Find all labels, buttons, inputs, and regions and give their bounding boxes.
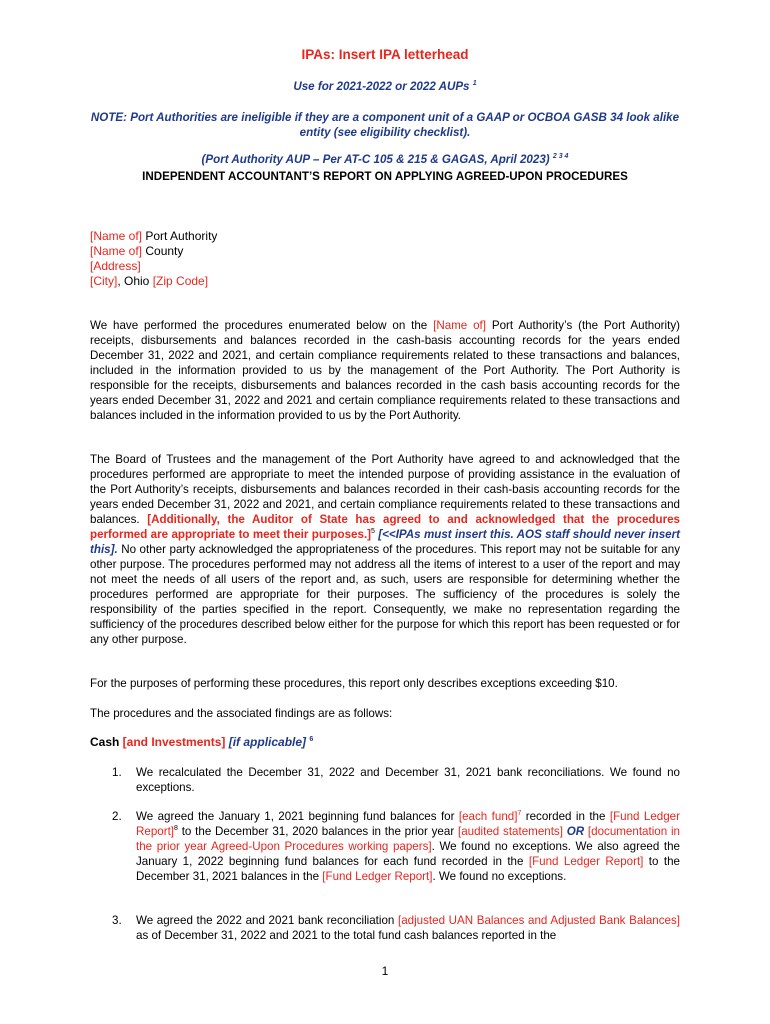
- page-number: 1: [381, 964, 389, 978]
- placeholder: [Name of]: [433, 319, 486, 332]
- address-line-3: [90, 259, 217, 274]
- text-run: We agreed the January 1, 2021 beginning fund balances for: [136, 810, 459, 823]
- or-connector: OR: [562, 825, 585, 838]
- aup-reference-line: [0, 153, 770, 166]
- addressee-block: [90, 229, 217, 289]
- text-run: recorded in the: [521, 810, 610, 823]
- item-number: 2.: [112, 810, 122, 823]
- item-number: 3.: [112, 914, 122, 927]
- placeholder: [documentation in the prior year Agreed-Upon Procedures working papers]: [136, 825, 680, 853]
- address-text: , Ohio: [117, 274, 153, 288]
- section-heading-cash: [90, 735, 313, 749]
- item-number: 1.: [112, 766, 122, 779]
- text-run: to the December 31, 2021 balances in the: [136, 855, 680, 883]
- paragraph-agreement: [90, 452, 680, 647]
- text-run: . We found no exceptions.: [432, 870, 567, 883]
- placeholder: [audited statements]: [457, 825, 563, 838]
- aup-reference-text: (Port Authority AUP – Per AT-C 105 & 215 & GAGAS, April 2023): [201, 153, 550, 166]
- placeholder: [each fund]: [458, 810, 518, 823]
- text-run: to the December 31, 2020 balances in the prior year: [177, 825, 458, 838]
- placeholder: [Fund Ledger Report]: [136, 810, 680, 838]
- text-run: We have performed the procedures enumerated below on the: [90, 319, 434, 332]
- footnote-ref: 5: [371, 528, 375, 536]
- address-line-1: [90, 229, 217, 244]
- text-run: No other party acknowledged the appropriateness of the procedures. This report may not be suitable for any other purpose. The procedures performed may not address all the items of interest to a user of the report and may not meet the needs of all users of the report and, as such, users are responsible for determining whether the procedures performed are appropriate for their purposes. The sufficiency of the procedures is solely the responsibility of the parties specified in the report. Consequently, we make no representation regarding the sufficiency of the procedures described below either for the purpose for which this report has been requested or for any other purpose.: [90, 543, 680, 646]
- conditional-note: [if applicable]: [225, 735, 307, 749]
- letterhead-placeholder: IPAs: Insert IPA letterhead: [301, 47, 469, 62]
- use-for-text: Use for 2021-2022 or 2022 AUPs: [293, 80, 470, 93]
- text-run: We agreed the 2022 and 2021 bank reconciliation: [136, 914, 398, 927]
- text-run: The Board of Trustees and the management of the Port Authority have agreed to and acknowledged that the procedures performed are appropriate to meet the intended purpose of providing assistance in the evaluation of the Port Authority’s receipts, disbursements and balances recorded in their cash-basis accounting records for the years ended December 31, 2022 and 2021, and certain compliance requirements related to these transactions and balances.: [90, 453, 680, 526]
- footnote-ref: 6: [309, 736, 314, 743]
- address-line-4: [90, 274, 217, 289]
- use-for-line: [0, 80, 770, 93]
- footnote-ref: 1: [472, 80, 477, 88]
- paragraph-exceptions: For the purposes of performing these procedures, this report only describes exceptions exceeding $10.: [90, 677, 618, 690]
- placeholder: [and Investments]: [119, 735, 226, 749]
- ipa-instruction: [<<IPAs must insert this. AOS staff should never insert this].: [90, 528, 680, 556]
- placeholder: [City]: [90, 274, 118, 288]
- footnote-ref: 2 3 4: [552, 153, 569, 161]
- procedure-item-2: [112, 809, 680, 884]
- address-text: County: [142, 244, 184, 258]
- placeholder: [Zip Code]: [152, 274, 209, 288]
- item-text: We recalculated the December 31, 2022 and December 31, 2021 bank reconciliations. We found no exceptions.: [136, 766, 680, 794]
- paragraph-procedures-intro: The procedures and the associated findings are as follows:: [90, 707, 393, 720]
- report-title: INDEPENDENT ACCOUNTANT’S REPORT ON APPLYING AGREED-UPON PROCEDURES: [142, 170, 628, 183]
- footnote-ref: 8: [174, 825, 178, 833]
- address-text: Port Authority: [142, 229, 218, 243]
- item-text: [136, 809, 680, 884]
- placeholder: [Address]: [90, 259, 141, 273]
- text-run: . We found no exceptions. We also agreed the January 1, 2022 beginning fund balances for each fund recorded in the: [136, 840, 680, 868]
- text-run: Port Authority’s (the Port Authority) receipts, disbursements and balances recorded in the cash-basis accounting records for the years ended December 31, 2022 and 2021, and certain compliance requirements related to these transactions and balances, included in the information provided to us by the management of the Port Authority. The Port Authority is responsible for the receipts, disbursements and balances recorded in the cash basis accounting records for the years ended December 31, 2022 and 2021 and certain compliance requirements related to these transactions and balances included in the information provided to us by the Port Authority.: [90, 319, 680, 422]
- eligibility-note: NOTE: Port Authorities are ineligible if they are a component unit of a GAAP or OCBOA GASB 34 look alike entity (see eligibility checklist).: [90, 111, 680, 139]
- placeholder: [Name of]: [90, 229, 143, 243]
- heading-text: Cash: [90, 735, 120, 749]
- placeholder: [Fund Ledger Report]: [322, 870, 433, 883]
- paragraph-scope: [90, 318, 680, 423]
- footnote-ref: 7: [517, 810, 522, 818]
- procedure-item-1: [112, 765, 680, 795]
- placeholder: [adjusted UAN Balances and Adjusted Bank Balances]: [397, 914, 681, 927]
- address-line-2: [90, 244, 217, 259]
- placeholder: [Name of]: [90, 244, 143, 258]
- auditor-of-state-clause: [Additionally, the Auditor of State has agreed to and acknowledged that the procedures performed are appropriate to meet their purposes.]: [90, 513, 681, 541]
- text-run: as of December 31, 2022 and 2021 to the total fund cash balances reported in the: [136, 929, 557, 942]
- procedure-item-3: [112, 913, 680, 943]
- item-text: [136, 913, 680, 943]
- placeholder: [Fund Ledger Report]: [528, 855, 644, 868]
